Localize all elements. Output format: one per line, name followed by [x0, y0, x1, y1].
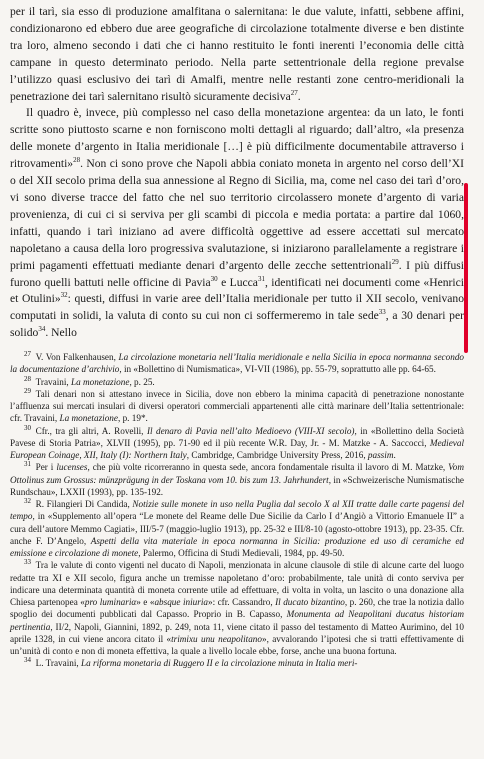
- italic-text: lucenses: [56, 462, 88, 473]
- text-run: , in «Bollettino della Società Pavese di Storia Patria», XLVII (1995), pp. 71-90 ed il più recente W.R. Day, Jr. - M. Matzke - A. Saccocci,: [10, 425, 464, 448]
- footnote: [10, 559, 464, 657]
- footnote-ref: 32: [60, 291, 68, 300]
- italic-text: La circolazione monetaria nell’Italia meridionale e nella Sicilia in epoca normanna secondo la documentazione d’archivio: [10, 352, 465, 375]
- footnote-ref: 28: [73, 156, 81, 165]
- footnote-ref: 29: [391, 257, 399, 266]
- italic-text: La monetazione: [70, 376, 130, 387]
- text-run: , p. 25.: [129, 376, 155, 387]
- italic-text: Il ducato bizantino: [275, 597, 345, 608]
- footnote-number: 33: [24, 558, 31, 567]
- text-run: , p. 260, che trae la notizia dallo spoglio dei documenti pubblicati dal Capasso. Proprio in B. Capasso,: [10, 597, 465, 620]
- text-run: . Non ci sono prove che Napoli abbia coniato moneta in argento nel corso dell’XI o del XII secolo prima della sua annessione al Regno di Sicilia, ma, come nel caso dei tarì d’oro, vi sono diverse tracce del fatto che nel suo territorio circolassero monete d’argento di varia provenienza, di cui ci si serviva per gli scambi di piccola e media portata: a partire dal 1060, infatti, quando i tarì iniziano ad avere difficoltà oggettive ad essere accettati sul mercato napoletano a causa della loro progressiva svalutazione, si iniziarono parallelamente a registrare i primi pagamenti effettuati mediante denari d’argento delle zecche settentrionali: [10, 157, 464, 272]
- text-run: , identificati nei documenti come «Henrici et Otulini»: [10, 275, 464, 306]
- text-run: L. Travaini,: [35, 658, 82, 669]
- footnotes: [10, 351, 464, 670]
- italic-text: Medieval European Coinage, XII, Italy (I): Northern Italy: [10, 437, 464, 461]
- text-run: , II/2, Napoli, Giannini, 1892, p. 249, nota 11, viene citato il passo del testamento di Matteo Aurimino, del 10 aprile 1328, in cui viene ancora citato il «: [10, 621, 464, 644]
- italic-text: absque iniuria: [154, 597, 208, 608]
- footnote-ref: 27: [290, 88, 298, 97]
- text-run: . Nello: [45, 326, 77, 340]
- body-text: [10, 4, 464, 342]
- italic-text: Il denaro di Pavia nell’alto Medioevo (VIII-XI secolo): [146, 425, 355, 436]
- text-run: , a 30 denari per solido: [10, 309, 464, 340]
- footnote-ref: 33: [378, 308, 386, 317]
- text-run: , Cambridge, Cambridge University Press, 2016,: [186, 450, 368, 461]
- text-run: , in «Supplemento all’opera “Le monete del Reame delle Due Sicilie da Carlo I d’Angiò a Vittorio Emanuele II” a cura dell’autore Memmo Cagiati», III/5-7 (maggio-luglio 1913), pp. 25-32 e III/8-10 (agosto-ottobre 1913), pp. 23-35. Cfr. anche F. D’Angelo,: [10, 511, 464, 546]
- footnote-number: 27: [24, 350, 31, 359]
- footnote: [10, 657, 464, 669]
- text-run: : questi, diffusi in varie aree dell’Italia meridionale per tutto il XII secolo, venivano computati in solidi, la valuta di conto su cui non ci soffermeremo in tale sede: [10, 292, 464, 323]
- text-run: .: [297, 89, 301, 103]
- text-run: R. Filangieri Di Candida,: [35, 499, 133, 510]
- text-run: », avvalorando l’ipotesi che si tratti effettivamente di un’unità di conto e non di moneta effettiva, la quale a livello locale ebbe, forse, anche una buona fortuna.: [10, 633, 464, 657]
- italic-text: Aspetti della vita materiale in epoca normanna in Sicilia: produzione ed uso di ceramiche ed emissione e circolazione di monete: [10, 535, 464, 559]
- italic-text: Notizie sulle monete in uso nella Puglia dal secolo X al XII tratte dalle carte pagensi del tempo: [10, 499, 464, 522]
- italic-text: La riforma monetaria di Ruggero II e la circolazione minuta in Italia meri-: [81, 658, 358, 669]
- italic-text: Monumenta ad Neapolitani ducatus historiam pertinentia: [10, 609, 465, 632]
- text-run: e Lucca: [217, 275, 258, 289]
- text-run: . I più diffusi furono quelli battuti nelle officine di Pavia: [10, 258, 464, 289]
- text-run: Travaini,: [35, 376, 71, 387]
- text-run: Per i: [35, 462, 57, 473]
- footnote-ref: 34: [38, 325, 46, 334]
- text-run: , in «Schweizerische Numismatische Rundschau», LXXII (1993), pp. 135-192.: [10, 474, 464, 497]
- text-run: »: cfr. Cassandro,: [207, 597, 276, 608]
- italic-text: trimixu unu neapolitano: [171, 633, 262, 644]
- text-run: per il tarì, sia esso di produzione amalfitana o salernitana: le due valute, infatti, sebbene affini, condizionarono ed ebbero due aree geografiche di circolazione totalmente diverse e ben distinte tra loro, almeno secondo i dati che ci hanno restituito le fonti inerenti l’economia delle città campane in questo determinato periodo. Nella parte settentrionale della regione prevalse l’utilizzo quasi esclusivo dei tarì di Amalfi, mentre nelle restanti zone centro-meridionali la penetrazione dei tarì salernitano risultò sicuramente decisiva: [10, 5, 464, 103]
- italic-text: pro luminariα: [84, 597, 137, 608]
- text-run: » e «: [136, 597, 155, 608]
- text-run: , che più volte ricorreranno in questa sede, ancora fondamentale risulta il lavoro di M. Matzke,: [87, 462, 449, 473]
- footnote: [10, 425, 464, 462]
- italic-text: La monetazione: [59, 413, 118, 424]
- footnote-number: 30: [24, 423, 31, 432]
- book-page: [10, 4, 464, 670]
- text-run: .: [393, 450, 396, 461]
- text-run: , in «Bollettino di Numismatica», VI-VII (1986), pp. 55-79, soprattutto alle pp. 64-65.: [119, 364, 436, 375]
- footnote-number: 34: [24, 656, 31, 665]
- body-paragraph: [10, 105, 464, 342]
- footnote-number: 28: [24, 374, 31, 383]
- text-run: , p. 19*.: [117, 413, 148, 424]
- footnote-ref: 31: [257, 274, 265, 283]
- body-paragraph: [10, 4, 464, 105]
- footnote: [10, 461, 464, 498]
- margin-highlight-mark: [464, 183, 468, 353]
- footnote-number: 31: [24, 460, 31, 469]
- text-run: Il quadro è, invece, più complesso nel caso della monetazione argentea: da un lato, le fonti scritte sono piuttosto scarne e non forniscono molti dettagli al riguardo; dall’altro, «la presenza delle monete d’argento in Italia meridionale […] è più difficilmente documentabile attraverso i ritrovamenti»: [10, 106, 464, 171]
- text-run: , Palermo, Officina di Studi Medievali, 1984, pp. 49-50.: [138, 548, 345, 559]
- italic-text: passim: [367, 450, 394, 461]
- footnote: [10, 376, 464, 388]
- footnote-ref: 30: [210, 274, 218, 283]
- footnote: [10, 388, 464, 425]
- text-run: V. Von Falkenhausen,: [35, 352, 119, 363]
- text-run: Tali denari non si attestano invece in Sicilia, dove non ebbero la minima capacità di penetrazione nonostante l’affluenza sui mercati insulari di diversi operatori commerciali appartenenti alle città marinare dell’Italia settentrionale: cfr. Travaini,: [10, 388, 464, 424]
- text-run: Tra le valute di conto vigenti nel ducato di Napoli, menzionata in alcune clausole di stile di alcune carte del luogo redatte tra XI e XII secolo, figura anche un tremisse napoletano d’oro: probabilmente, tale unità di conto serviva per indicare una determinata quantità di moneta corrente utile ad effettuare, di volta in volta, un lascito o una donazione alla Chiesa partenopea «: [10, 560, 464, 608]
- italic-text: Vom Ottolinus zum Grossus: münzprägung in der Toskana vom 10. bis zum 13. Jahrhundert: [10, 462, 464, 485]
- footnote: [10, 351, 464, 376]
- footnote: [10, 498, 464, 559]
- text-run: Cfr., tra gli altri, A. Rovelli,: [35, 425, 147, 436]
- footnote-number: 29: [24, 386, 31, 395]
- footnote-number: 32: [24, 497, 31, 506]
